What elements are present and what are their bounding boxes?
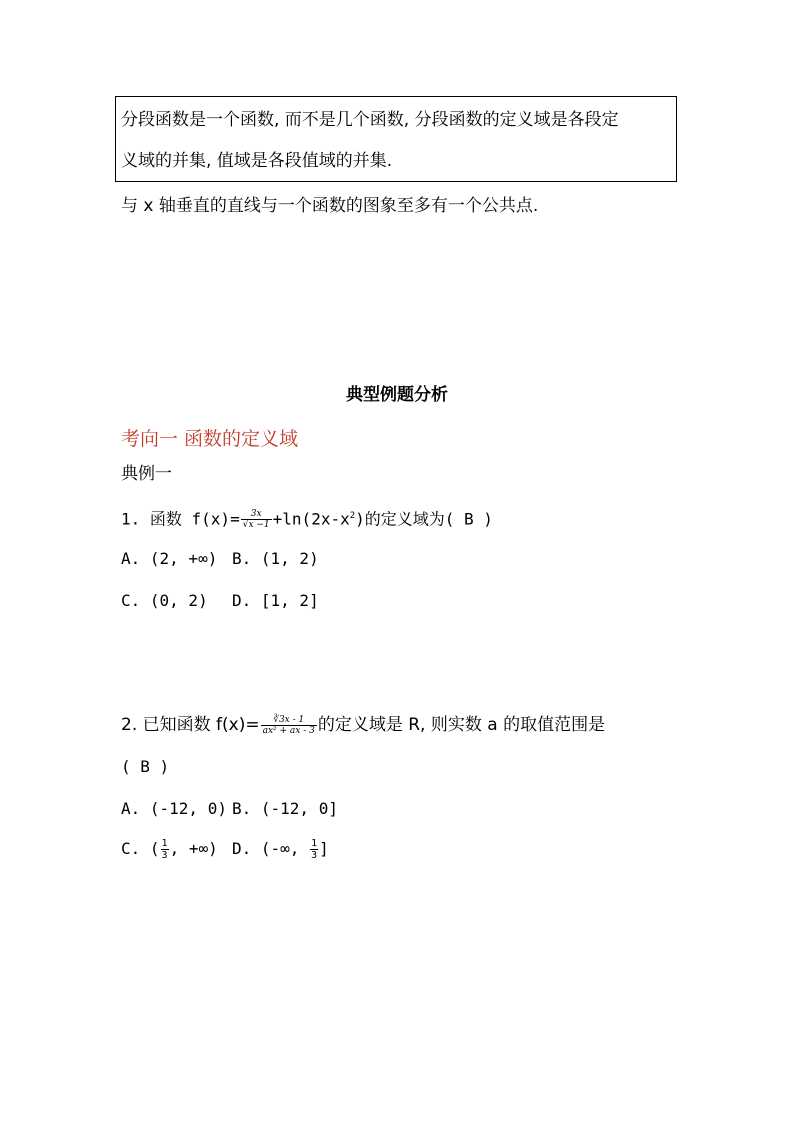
q2-option-b: B. (-12, 0] [232, 799, 338, 818]
q2-answer-line: ( B ) [121, 757, 170, 776]
q1-fraction [241, 509, 272, 530]
q1-frac-denominator: √x −1 [242, 520, 270, 531]
q1-frac-numerator: 3x [250, 509, 262, 520]
q2-option-d-pre: D. (-∞, [232, 839, 310, 858]
topic-heading: 考向一 函数的定义域 [121, 428, 299, 450]
q2-prefix: 2. 已知函数 f(x)= [121, 715, 260, 735]
q2-option-c-pre: C. ( [121, 839, 160, 858]
q1-mid: +ln(2x-x [272, 509, 350, 529]
q1-superscript: 2 [349, 511, 356, 521]
q2-option-c-numerator: 1 [161, 838, 168, 849]
q2-option-a: A. (-12, 0) [121, 799, 227, 818]
q1-option-c: C. (0, 2) [121, 591, 208, 610]
q1-option-a: A. (2, +∞) [121, 549, 218, 568]
example-label: 典例一 [121, 464, 172, 484]
q2-option-c-fraction [161, 838, 169, 861]
q2-option-d-denominator: 3 [311, 850, 318, 861]
q2-frac-numerator: ∛3x - 1 [273, 714, 305, 725]
note-box-line-2: 义域的并集, 值域是各段值域的并集. [121, 151, 393, 171]
q2-option-d-post: ] [319, 839, 329, 858]
q2-fraction [261, 715, 317, 736]
q1-prefix: 1. 函数 f(x)= [121, 509, 240, 529]
note-line: 与 x 轴垂直的直线与一个函数的图象至多有一个公共点. [121, 196, 539, 216]
q1-option-b: B. (1, 2) [232, 549, 319, 568]
q1-option-d: D. [1, 2] [232, 591, 319, 610]
question-1 [121, 502, 493, 533]
q2-frac-denominator: ax² + ax - 3 [262, 725, 315, 736]
section-title: 典型例题分析 [346, 385, 448, 405]
q2-option-c [121, 836, 218, 862]
q2-option-c-denominator: 3 [161, 850, 168, 861]
q1-suffix: )的定义域为( B ) [355, 509, 493, 529]
q2-option-d-fraction [310, 838, 318, 861]
question-2 [121, 710, 605, 740]
q2-suffix: 的定义域是 R, 则实数 a 的取值范围是 [317, 715, 606, 735]
q2-option-c-post: , +∞) [169, 839, 218, 858]
note-box-line-1: 分段函数是一个函数, 而不是几个函数, 分段函数的定义域是各段定 [121, 110, 619, 130]
q2-option-d-numerator: 1 [311, 838, 318, 849]
q2-option-d [232, 836, 329, 862]
